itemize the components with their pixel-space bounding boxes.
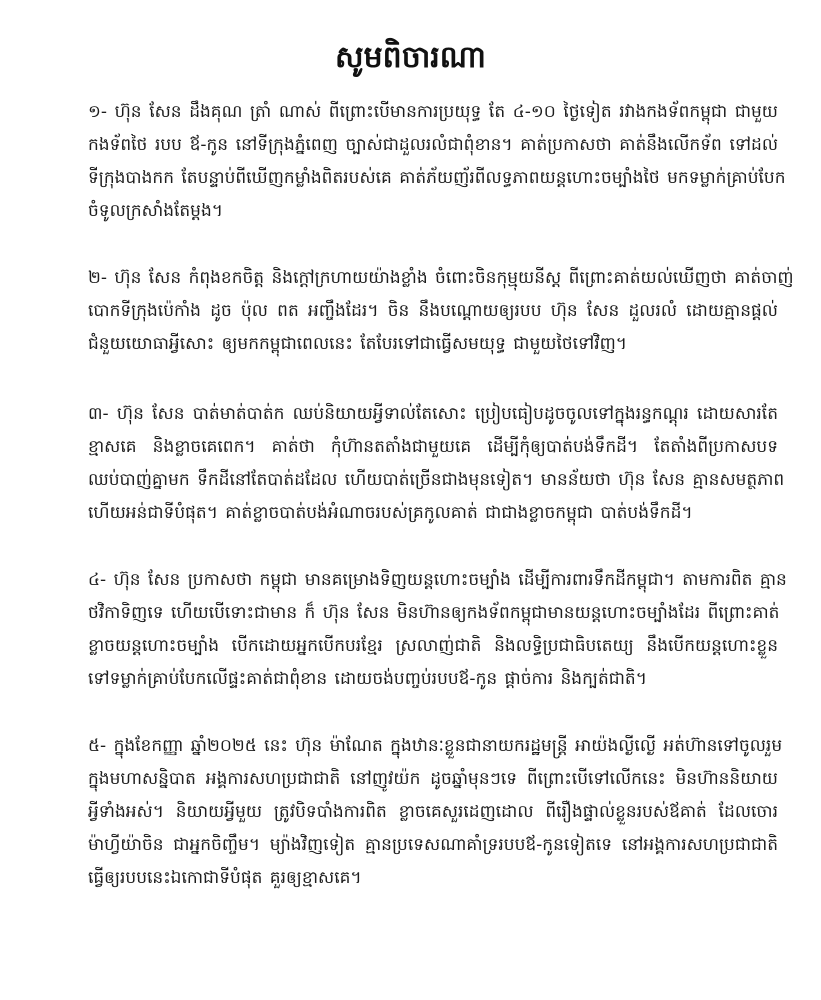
- paragraph-line: បោកទីក្រុងប៉េកាំង ដូច ប៉ុល ពត អញ្ចឹងដែរ។ ចិន នឹងបណ្តោយឲ្យរបប ហ៊ុន សែន ដួលរលំ ដោយគ្មានផ្តល់: [88, 301, 778, 321]
- paragraph-line: ខ្មាសគេ និងខ្លាចគេពេក។ គាត់ថា កុំហ៊ានតតាំងជាមួយគេ ដើម្បីកុំឲ្យបាត់បង់ទឹកដី។ តែតាំងពីប្រកាសបទ: [88, 437, 778, 457]
- paragraph-line: ២- ហ៊ុន សែន កំពុងខកចិត្ត និងក្តៅក្រហាយយ៉ាងខ្លាំង ចំពោះចិនកុម្មុយនីស្ត ពីព្រោះគាត់យល់ឃើញថា គាត់ចាញ់: [88, 268, 794, 288]
- paragraph-2: [88, 262, 794, 361]
- paragraph-line: ឈប់បាញ់គ្នាមក ទឹកដីនៅតែបាត់ដដែល ហើយបាត់ច្រើនជាងមុនទៀត។ មានន័យថា ហ៊ុន សែន គ្មានសមត្ថភាព: [88, 470, 785, 490]
- paragraph-line: ៤- ហ៊ុន សែន ប្រកាសថា កម្ពុជា មានគម្រោងទិញយន្តហោះចម្បាំង ដើម្បីការពារទឹកដីកម្ពុជា។ តាមការពិត គ្មាន: [88, 570, 787, 590]
- paragraph-line: ជំនួយយោធាអ្វីសោះ ឲ្យមកកម្ពុជាពេលនេះ តែបែរទៅជាធ្វើសមយុទ្ធ ជាមួយថៃទៅវិញ។: [88, 334, 628, 354]
- paragraph-line: ចំទូលក្រសាំងតែម្តង។: [88, 201, 223, 221]
- paragraph-line: ហើយអន់ជាទីបំផុត។ គាត់ខ្លាចបាត់បង់អំណាចរបស់គ្រកូលគាត់ ជាជាងខ្លាចកម្ពុជា បាត់បង់ទឹកដី។: [88, 503, 693, 523]
- paragraph-line: ១- ហ៊ុន សែន ដឹងគុណ ត្រាំ ណាស់ ពីព្រោះបើមានការប្រយុទ្ធ តែ ៤-១០ ថ្ងៃទៀត រវាងកងទ័ពកម្ពុជា ជាមួយ: [88, 102, 778, 122]
- paragraph-line: ខ្លាចយន្តហោះចម្បាំង បើកដោយអ្នកបើកបរខ្មែរ ស្រលាញ់ជាតិ និងលទ្ធិប្រជាធិបតេយ្យ នឹងបើកយន្តហោះខ្លួន: [88, 636, 778, 656]
- paragraph-1: [88, 96, 786, 228]
- paragraph-4: [88, 564, 787, 696]
- document-title: សូមពិចារណា: [335, 40, 486, 75]
- paragraph-line: ធ្វើឲ្យរបបនេះឯកោជាទីបំផុត គួរឲ្យខ្មាសគេ។: [88, 868, 362, 888]
- paragraph-line: ទីក្រុងបាងកក តែបន្ទាប់ពីឃើញកម្លាំងពិតរបស់គេ គាត់ភ័យញ័រពីលទ្ធភាពយន្តហោះចម្បាំងថៃ មកទម្លាក់គ្រាប់បែក: [88, 168, 786, 188]
- paragraph-line: ថវិកាទិញទេ ហើយបើទោះជាមាន ក៏ ហ៊ុន សែន មិនហ៊ានឲ្យកងទ័ពកម្ពុជាមានយន្តហោះចម្បាំងដែរ ពីព្រោះគាត់: [88, 603, 780, 623]
- paragraph-5: [88, 730, 783, 895]
- paragraph-line: ម៉ាហ្វីយ៉ាចិន ជាអ្នកចិញ្ចឹម។ ម្យ៉ាងវិញទៀត គ្មានប្រទេសណាគាំទ្ររបបឪ-កូនទៀតទេ នៅអង្គការសហប្រជាជាតិ: [88, 835, 778, 855]
- paragraph-line: ក្នុងមហាសន្និបាត អង្គការសហប្រជាជាតិ នៅញូវយ៉ក ដូចឆ្នាំមុនៗទេ ពីព្រោះបើទៅលើកនេះ មិនហ៊ាននិយាយ: [88, 769, 778, 789]
- paragraph-3: [88, 398, 785, 530]
- paragraph-line: កងទ័ពថៃ របប ឪ-កូន នៅទីក្រុងភ្នំពេញ ច្បាស់ជាដួលរលំជាពុំខាន។ គាត់ប្រកាសថា គាត់នឹងលើកទ័ព ទៅដល់: [88, 135, 778, 155]
- paragraph-line: ៥- ក្នុងខែកញ្ញា ឆ្នាំ២០២៥ នេះ ហ៊ុន ម៉ាណែត ក្នុងឋានៈខ្លួនជានាយករដ្ឋមន្ត្រី អាយ៉ងល្ងីល្ងើ អត់ហ៊ានទៅចូលរួម: [88, 736, 783, 756]
- paragraph-line: ៣- ហ៊ុន សែន បាត់មាត់បាត់ក ឈប់និយាយអ្វីទាល់តែសោះ ប្រៀបធៀបដូចចូលទៅក្នុងរន្ធកណ្តុរ ដោយសារតែ: [88, 404, 778, 424]
- paragraph-line: ទៅទម្លាក់គ្រាប់បែកលើផ្ទះគាត់ជាពុំខាន ដោយចង់បញ្ចប់របបឪ-កូន ផ្តាច់ការ និងក្បត់ជាតិ។: [88, 669, 647, 689]
- paragraph-line: អ្វីទាំងអស់។ និយាយអ្វីមួយ ត្រូវបិទបាំងការពិត ខ្លាចគេសួរដេញដោល ពីរឿងផ្ទាល់ខ្លួនរបស់ឪគាត់ ដែលចោរ: [88, 802, 778, 822]
